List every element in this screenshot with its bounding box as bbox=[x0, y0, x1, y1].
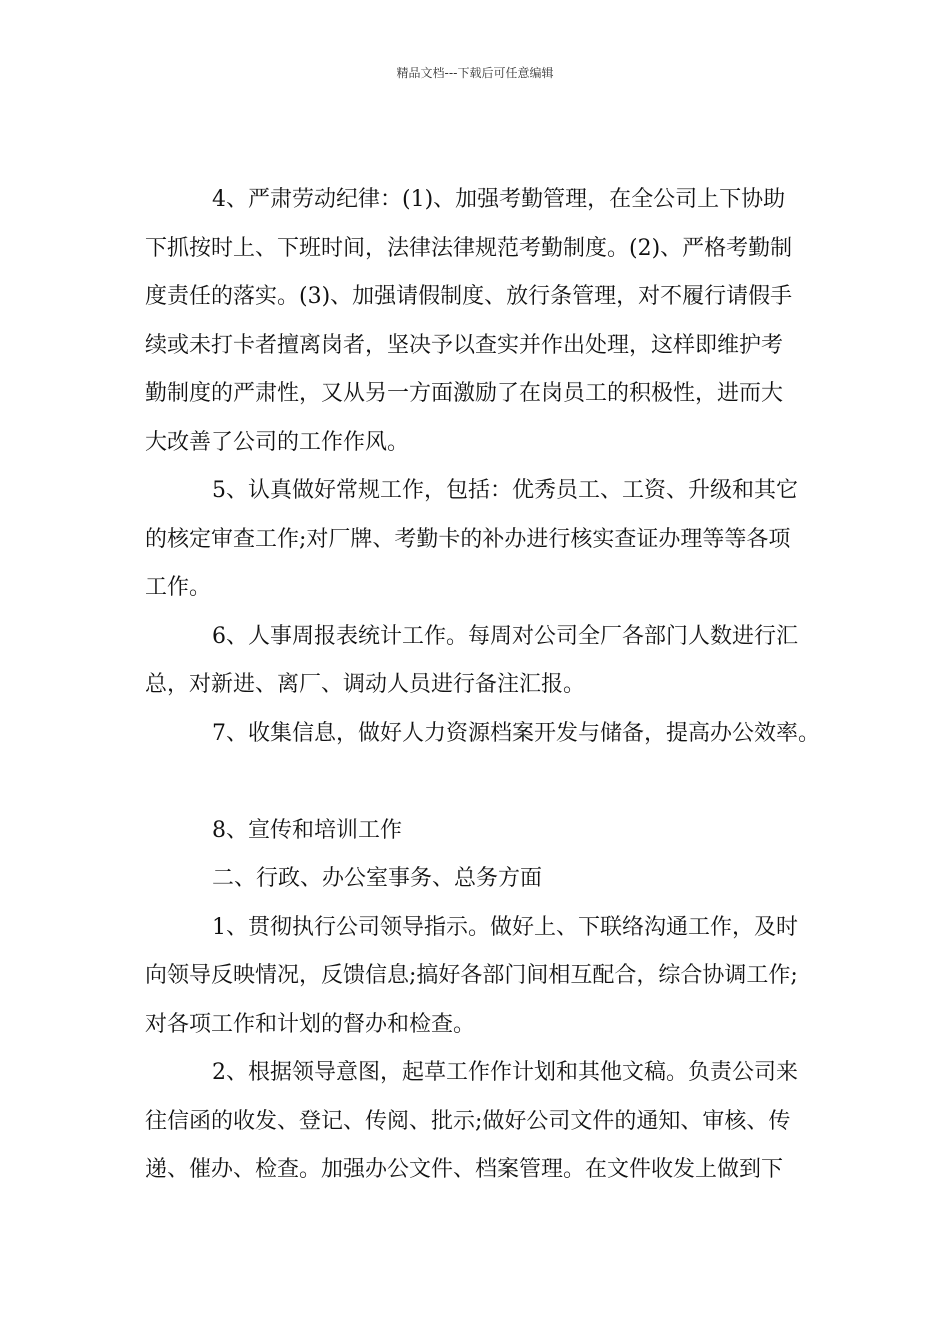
text-line: 2、根据领导意图，起草工作作计划和其他文稿。负责公司来 bbox=[212, 1060, 798, 1085]
text-line: 续或未打卡者擅离岗者，坚决予以查实并作出处理，这样即维护考 bbox=[145, 332, 784, 358]
paragraph-weekly-report bbox=[145, 613, 815, 710]
text-line: 勤制度的严肃性，又从另一方面激励了在岗员工的积极性，进而大 bbox=[145, 381, 784, 406]
document-body bbox=[145, 176, 820, 1195]
text-line: 向领导反映情况，反馈信息;搞好各部门间相互配合，综合协调工作; bbox=[145, 963, 798, 988]
page-header: 精品文档---下载后可任意编辑 bbox=[396, 66, 554, 80]
text-line: 5、认真做好常规工作，包括：优秀员工、工资、升级和其它 bbox=[212, 478, 798, 503]
text-line: 对各项工作和计划的督办和检查。 bbox=[145, 1011, 476, 1037]
text-line: 往信函的收发、登记、传阅、批示;做好公司文件的通知、审核、传 bbox=[145, 1108, 791, 1134]
paragraph-gap bbox=[145, 758, 815, 807]
paragraph-labor-discipline bbox=[145, 176, 815, 467]
text-line: 8、宣传和培训工作 bbox=[212, 817, 402, 843]
text-line: 6、人事周报表统计工作。每周对公司全厂各部门人数进行汇 bbox=[212, 623, 798, 649]
text-line: 的核定审查工作;对厂牌、考勤卡的补办进行核实查证办理等等各项 bbox=[145, 526, 791, 552]
paragraph-routine-work bbox=[145, 467, 815, 613]
section-heading-admin bbox=[145, 855, 815, 904]
paragraph-training bbox=[145, 807, 815, 856]
text-line: 工作。 bbox=[145, 575, 212, 600]
text-line: 度责任的落实。(3)、加强请假制度、放行条管理，对不履行请假手 bbox=[145, 284, 793, 309]
paragraph-collect-info bbox=[145, 710, 820, 759]
text-line: 1、贯彻执行公司领导指示。做好上、下联络沟通工作，及时 bbox=[212, 914, 798, 940]
text-line: 大改善了公司的工作作风。 bbox=[145, 429, 410, 455]
text-line: 4、严肃劳动纪律：(1)、加强考勤管理，在全公司上下协助 bbox=[212, 187, 786, 212]
text-line: 总，对新进、离厂、调动人员进行备注汇报。 bbox=[145, 672, 586, 697]
paragraph-leadership-instructions bbox=[145, 904, 815, 1050]
text-line: 递、催办、检查。加强办公文件、档案管理。在文件收发上做到下 bbox=[145, 1157, 784, 1182]
text-line: 7、收集信息，做好人力资源档案开发与储备，提高办公效率。 bbox=[212, 720, 820, 746]
paragraph-drafting bbox=[145, 1049, 815, 1195]
text-line: 二、行政、办公室事务、总务方面 bbox=[212, 866, 543, 891]
text-line: 下抓按时上、下班时间，法律法律规范考勤制度。(2)、严格考勤制 bbox=[145, 235, 793, 261]
